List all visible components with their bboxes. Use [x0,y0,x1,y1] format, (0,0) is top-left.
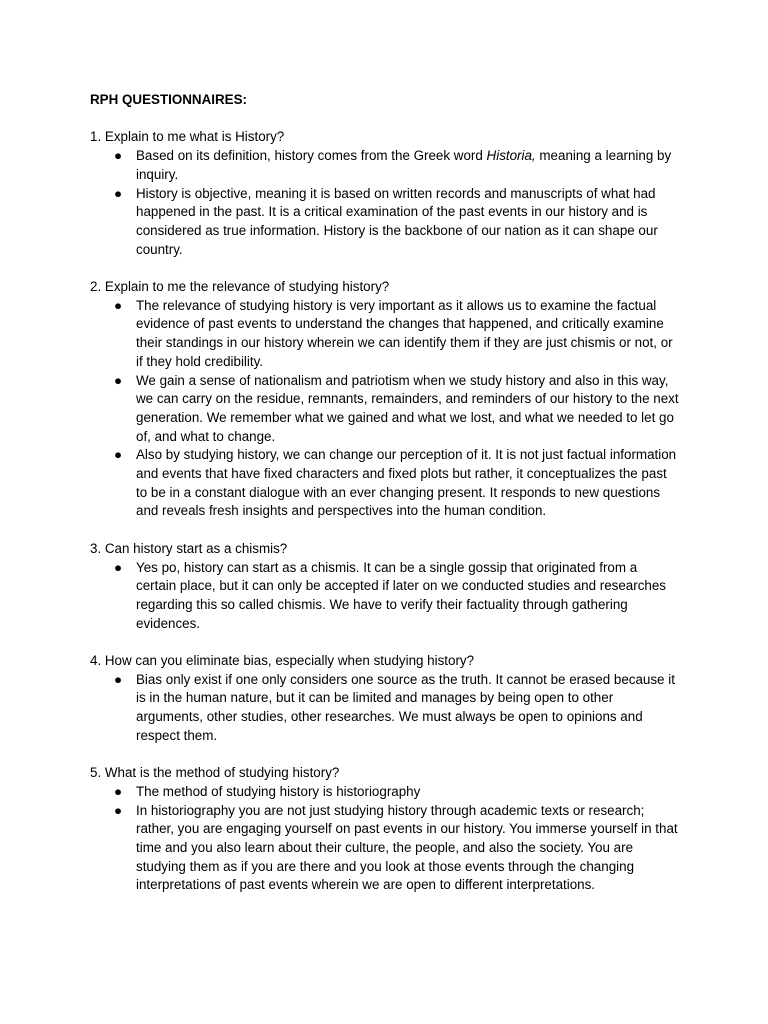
answer-list-3 [90,559,680,634]
answer-text: The method of studying history is historiography [136,783,421,799]
question-3: 3. Can history start as a chismis? [90,540,288,556]
bullet-icon: ● [114,671,123,687]
answer-list-5 [90,783,680,895]
bullet-icon: ● [114,148,123,164]
bullet-icon: ● [114,185,123,201]
bullet-icon: ● [114,297,123,313]
answer-item [90,802,680,896]
question-2: 2. Explain to me the relevance of studying history? [90,279,390,294]
answer-list-1 [90,147,680,259]
answer-text: Yes po, history can start as a chismis. It can be a single gossip that originated from a certain place, but it can only be accepted if later on we conducted studies and researches regarding this so called chismis. We have to verify their factuality through gathering evidences. [136,559,666,631]
answer-item [90,185,680,260]
bullet-icon: ● [114,783,123,799]
answer-item [90,559,680,634]
question-section-2 [90,278,680,521]
question-5: 5. What is the method of studying history? [90,765,340,781]
answer-item [90,783,680,802]
bullet-icon: ● [114,802,123,818]
bullet-icon: ● [114,447,123,463]
answer-text: We gain a sense of nationalism and patriotism when we study history and also in this way, we can carry on the residue, remnants, remainders, and reminders of our history to the next generation. We remember what we gained and what we lost, and what we needed to let go of, and what to change. [136,372,679,444]
answer-text: Based on its definition, history comes from the Greek word [136,148,487,164]
question-section-4 [90,652,680,746]
answer-item [90,297,680,372]
answer-item [90,372,680,447]
answer-list-2 [90,297,680,521]
answer-text: In historiography you are not just studying history through academic texts or research; rather, you are engaging yourself on past events in our history. You immerse yourself in that time and you also learn about their culture, the people, and also the society. You are studying them as if you are there and you look at those events through the changing interpretations of past events wherein we are open to different interpretations. [136,802,678,893]
bullet-icon: ● [114,559,123,575]
answer-list-4 [90,671,680,746]
answer-text: Bias only exist if one only considers one source as the truth. It cannot be erased because it is in the human nature, but it can be limited and manages by being open to other arguments, other studies, other researches. We must always be open to opinions and respect them. [136,671,675,743]
question-1: 1. Explain to me what is History? [90,129,285,145]
question-section-5 [90,764,680,895]
answer-item [90,446,680,521]
answer-text: meaning a learning by inquiry. [136,148,672,182]
answer-emphasis: Historia, [486,148,536,164]
bullet-icon: ● [114,372,123,388]
answer-text: The relevance of studying history is very important as it allows us to examine the factual evidence of past events to understand the changes that happened, and critically examine their standings in our history wherein we can identify them if they are just chismis or not, or if they hold credibility. [136,297,673,369]
question-section-1 [90,128,680,259]
document-page [90,91,680,914]
question-section-3 [90,540,680,634]
answer-text: History is objective, meaning it is based on written records and manuscripts of what had happened in the past. It is a critical examination of the past events in our history and is considered as true information. History is the backbone of our nation as it can shape our country. [136,185,658,257]
document-title: RPH QUESTIONNAIRES: [90,92,247,107]
answer-item [90,671,680,746]
question-4: 4. How can you eliminate bias, especially when studying history? [90,653,475,669]
answer-text: Also by studying history, we can change our perception of it. It is not just factual information and events that have fixed characters and fixed plots but rather, it conceptualizes the past to be in a constant dialogue with an ever changing present. It responds to new questions and reveals fresh insights and perspectives into the human condition. [136,447,677,519]
answer-item [90,147,680,184]
